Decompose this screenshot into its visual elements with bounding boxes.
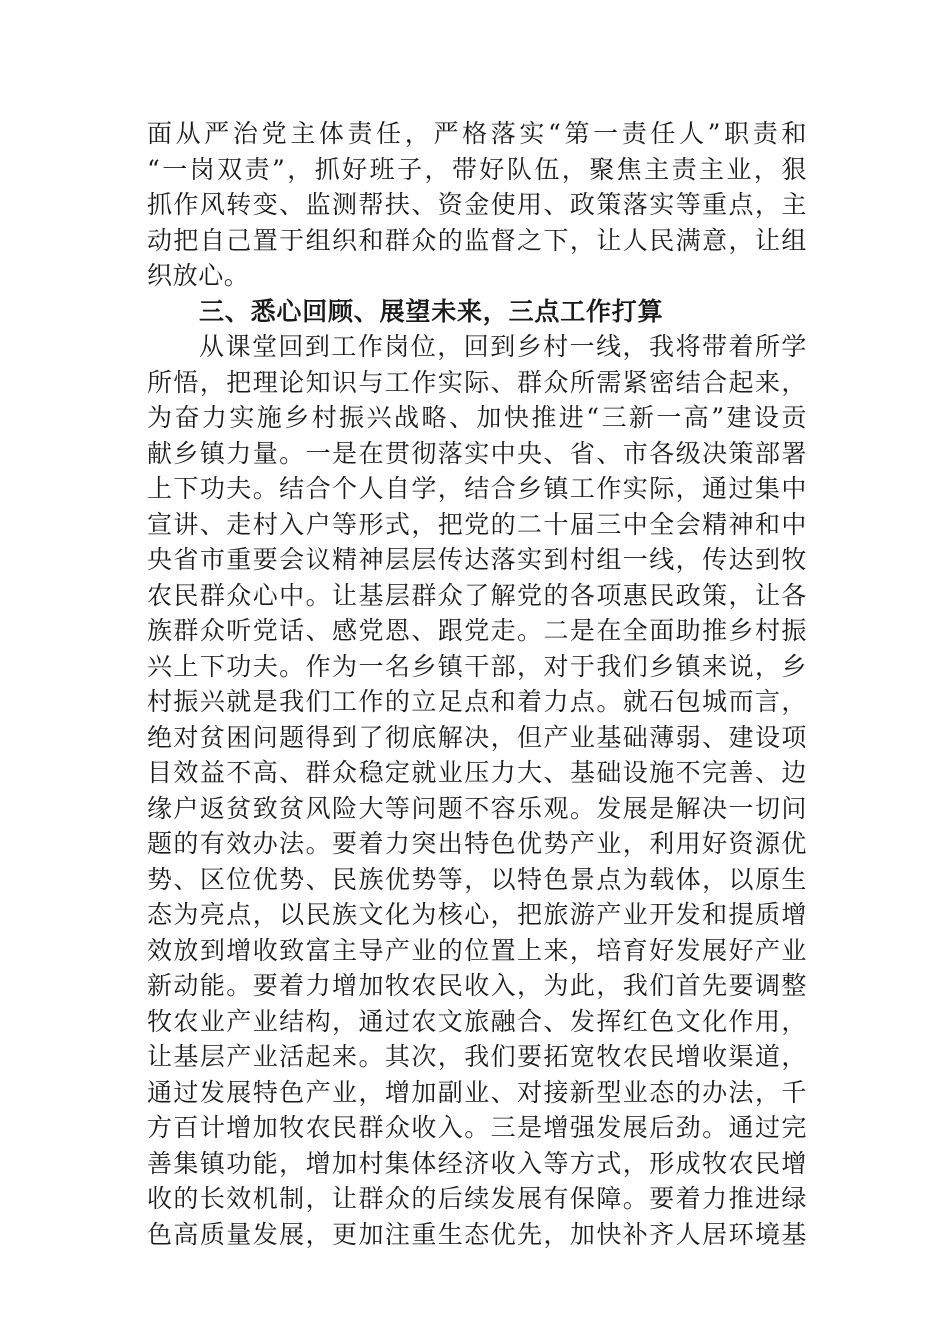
text-line: 牧农业产业结构，通过农文旅融合、发挥红色文化作用， xyxy=(147,1006,807,1036)
text-line: 让基层产业活起来。其次，我们要拓宽牧农民增收渠道， xyxy=(147,1042,807,1071)
text-line: 献乡镇力量。一是在贯彻落实中央、省、市各级决策部署 xyxy=(147,438,807,468)
text-line: 善集镇功能，增加村集体经济收入等方式，形成牧农民增 xyxy=(147,1148,807,1178)
text-line: 农民群众心中。让基层群众了解党的各项惠民政策，让各 xyxy=(147,580,807,610)
text-line: “一岗双责”，抓好班子，带好队伍，聚焦主责主业，狠 xyxy=(147,154,807,184)
text-line: 态为亮点，以民族文化为核心，把旅游产业开发和提质增 xyxy=(147,900,807,929)
body-text xyxy=(147,116,807,1252)
text-line: 新动能。要着力增加牧农民收入，为此，我们首先要调整 xyxy=(147,971,807,1000)
text-line: 面从严治党主体责任，严格落实“第一责任人”职责和 xyxy=(147,119,807,148)
text-line: 为奋力实施乡村振兴战略、加快推进“三新一高”建设贡 xyxy=(147,403,807,432)
text-line: 效放到增收致富主导产业的位置上来，培育好发展好产业 xyxy=(147,935,807,965)
text-line: 宣讲、走村入户等形式，把党的二十届三中全会精神和中 xyxy=(147,509,807,539)
text-line: 上下功夫。结合个人自学，结合乡镇工作实际，通过集中 xyxy=(147,474,807,503)
text-line: 织放心。 xyxy=(147,261,250,290)
text-line: 族群众听党话、感党恩、跟党走。二是在全面助推乡村振 xyxy=(147,616,807,645)
section-heading: 三、悉心回顾、展望未来，三点工作打算 xyxy=(199,296,664,326)
text-line: 目效益不高、群众稳定就业压力大、基础设施不完善、边 xyxy=(147,758,807,787)
text-line: 兴上下功夫。作为一名乡镇干部，对于我们乡镇来说，乡 xyxy=(147,651,807,681)
text-line: 通过发展特色产业，增加副业、对接新型业态的办法，千 xyxy=(147,1077,807,1107)
text-line: 动把自己置于组织和群众的监督之下，让人民满意，让组 xyxy=(147,225,807,255)
text-line: 缘户返贫致贫风险大等问题不容乐观。发展是解决一切问 xyxy=(147,793,807,823)
text-line: 抓作风转变、监测帮扶、资金使用、政策落实等重点，主 xyxy=(147,190,807,219)
text-line: 题的有效办法。要着力突出特色优势产业，利用好资源优 xyxy=(147,829,807,858)
text-line: 所悟，把理论知识与工作实际、群众所需紧密结合起来， xyxy=(147,367,807,397)
text-line: 从课堂回到工作岗位，回到乡村一线，我将带着所学 xyxy=(199,332,807,361)
text-line: 势、区位优势、民族优势等，以特色景点为载体，以原生 xyxy=(147,864,807,894)
text-line: 央省市重要会议精神层层传达落实到村组一线，传达到牧 xyxy=(147,545,807,574)
text-line: 绝对贫困问题得到了彻底解决，但产业基础薄弱、建设项 xyxy=(147,722,807,752)
text-line: 村振兴就是我们工作的立足点和着力点。就石包城而言， xyxy=(147,687,807,716)
text-line: 方百计增加牧农民群众收入。三是增强发展后劲。通过完 xyxy=(147,1113,807,1142)
text-line: 收的长效机制，让群众的后续发展有保障。要着力推进绿 xyxy=(147,1184,807,1213)
text-line: 色高质量发展，更加注重生态优先，加快补齐人居环境基 xyxy=(147,1219,807,1249)
